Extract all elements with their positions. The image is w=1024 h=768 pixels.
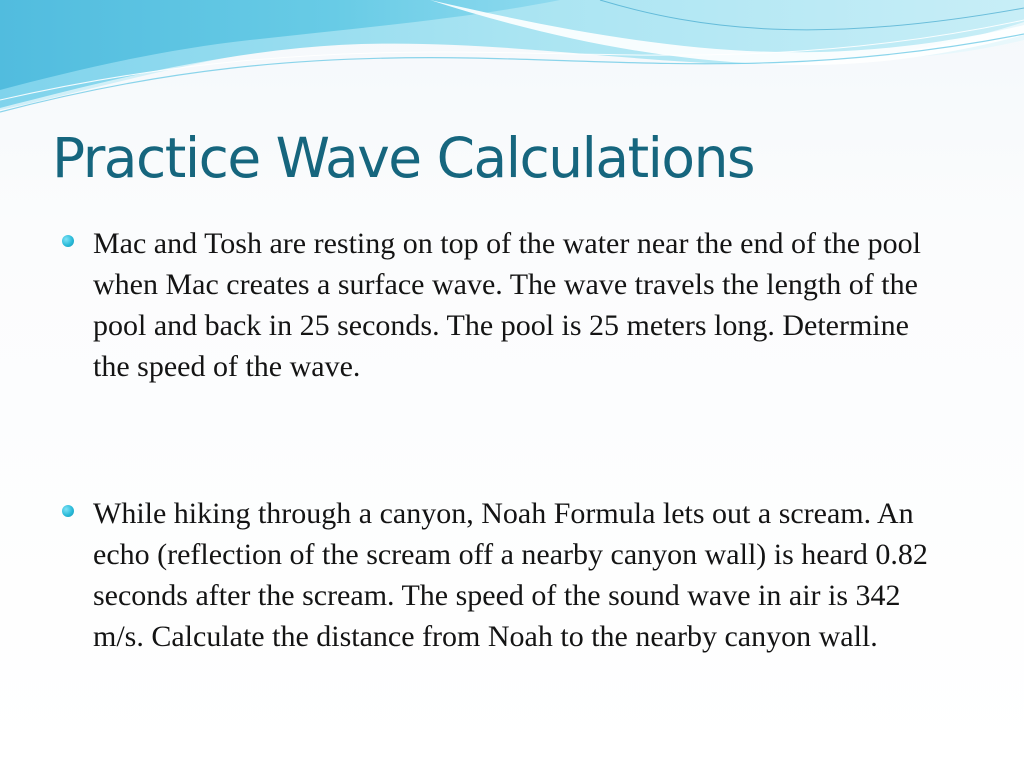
bullet-dot-icon	[62, 505, 74, 517]
bullet-dot-icon	[62, 235, 74, 247]
slide-title: Practice Wave Calculations	[52, 126, 755, 190]
bullet-text: Mac and Tosh are resting on top of the water near the end of the pool when Mac creates a surface wave. The wave travels the length of the pool and back in 25 seconds. The pool is 25 meters long. Determine the speed of the wave.	[93, 227, 921, 383]
bullet-text: While hiking through a canyon, Noah Formula lets out a scream. An echo (reflection of the scream off a nearby canyon wall) is heard 0.82 seconds after the scream. The speed of the sound wave in air is 342 m/s. Calculate the distance from Noah to the nearby canyon wall.	[93, 497, 928, 653]
wave-header-decoration	[0, 0, 1024, 130]
